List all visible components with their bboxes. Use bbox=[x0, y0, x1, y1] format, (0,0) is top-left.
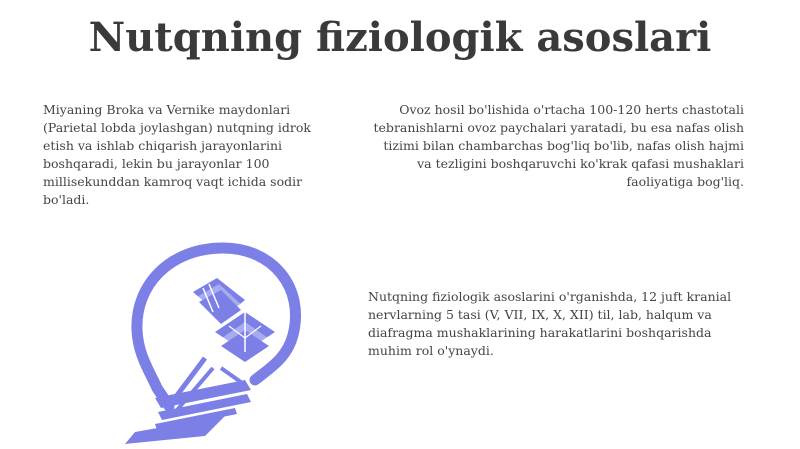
paragraph-cranial-nerves: Nutqning fiziologik asoslarini o'rganishda, 12 juft kranial nervlarning 5 tasi (V, VII, IX, X, XII) til, lab, halqum va diafragma mushaklarining harakatlarini boshqarishda muhim rol o'ynaydi. bbox=[368, 289, 732, 358]
lightbulb-book-icon bbox=[95, 240, 325, 445]
slide-title: Nutqning fiziologik asoslari bbox=[88, 14, 712, 61]
paragraph-voice-production: Ovoz hosil bo'lishida o'rtacha 100-120 herts chastotali tebranishlarni ovoz paychalari yaratadi, bu esa nafas olish tizimi bilan chambarchas bog'liq bo'lib, nafas olish hajmi va tezligini boshqaruvchi ko'krak qafasi mushaklari faoliyatiga bog'liq. bbox=[373, 102, 744, 189]
paragraph-brain-areas: Miyaning Broka va Vernike maydonlari (Parietal lobda joylashgan) nutqning idrok etish va ishlab chiqarish jarayonlarini boshqaradi, lekin bu jarayonlar 100 millisekunddan kamroq vaqt ichida sodir bo'ladi. bbox=[43, 102, 311, 207]
